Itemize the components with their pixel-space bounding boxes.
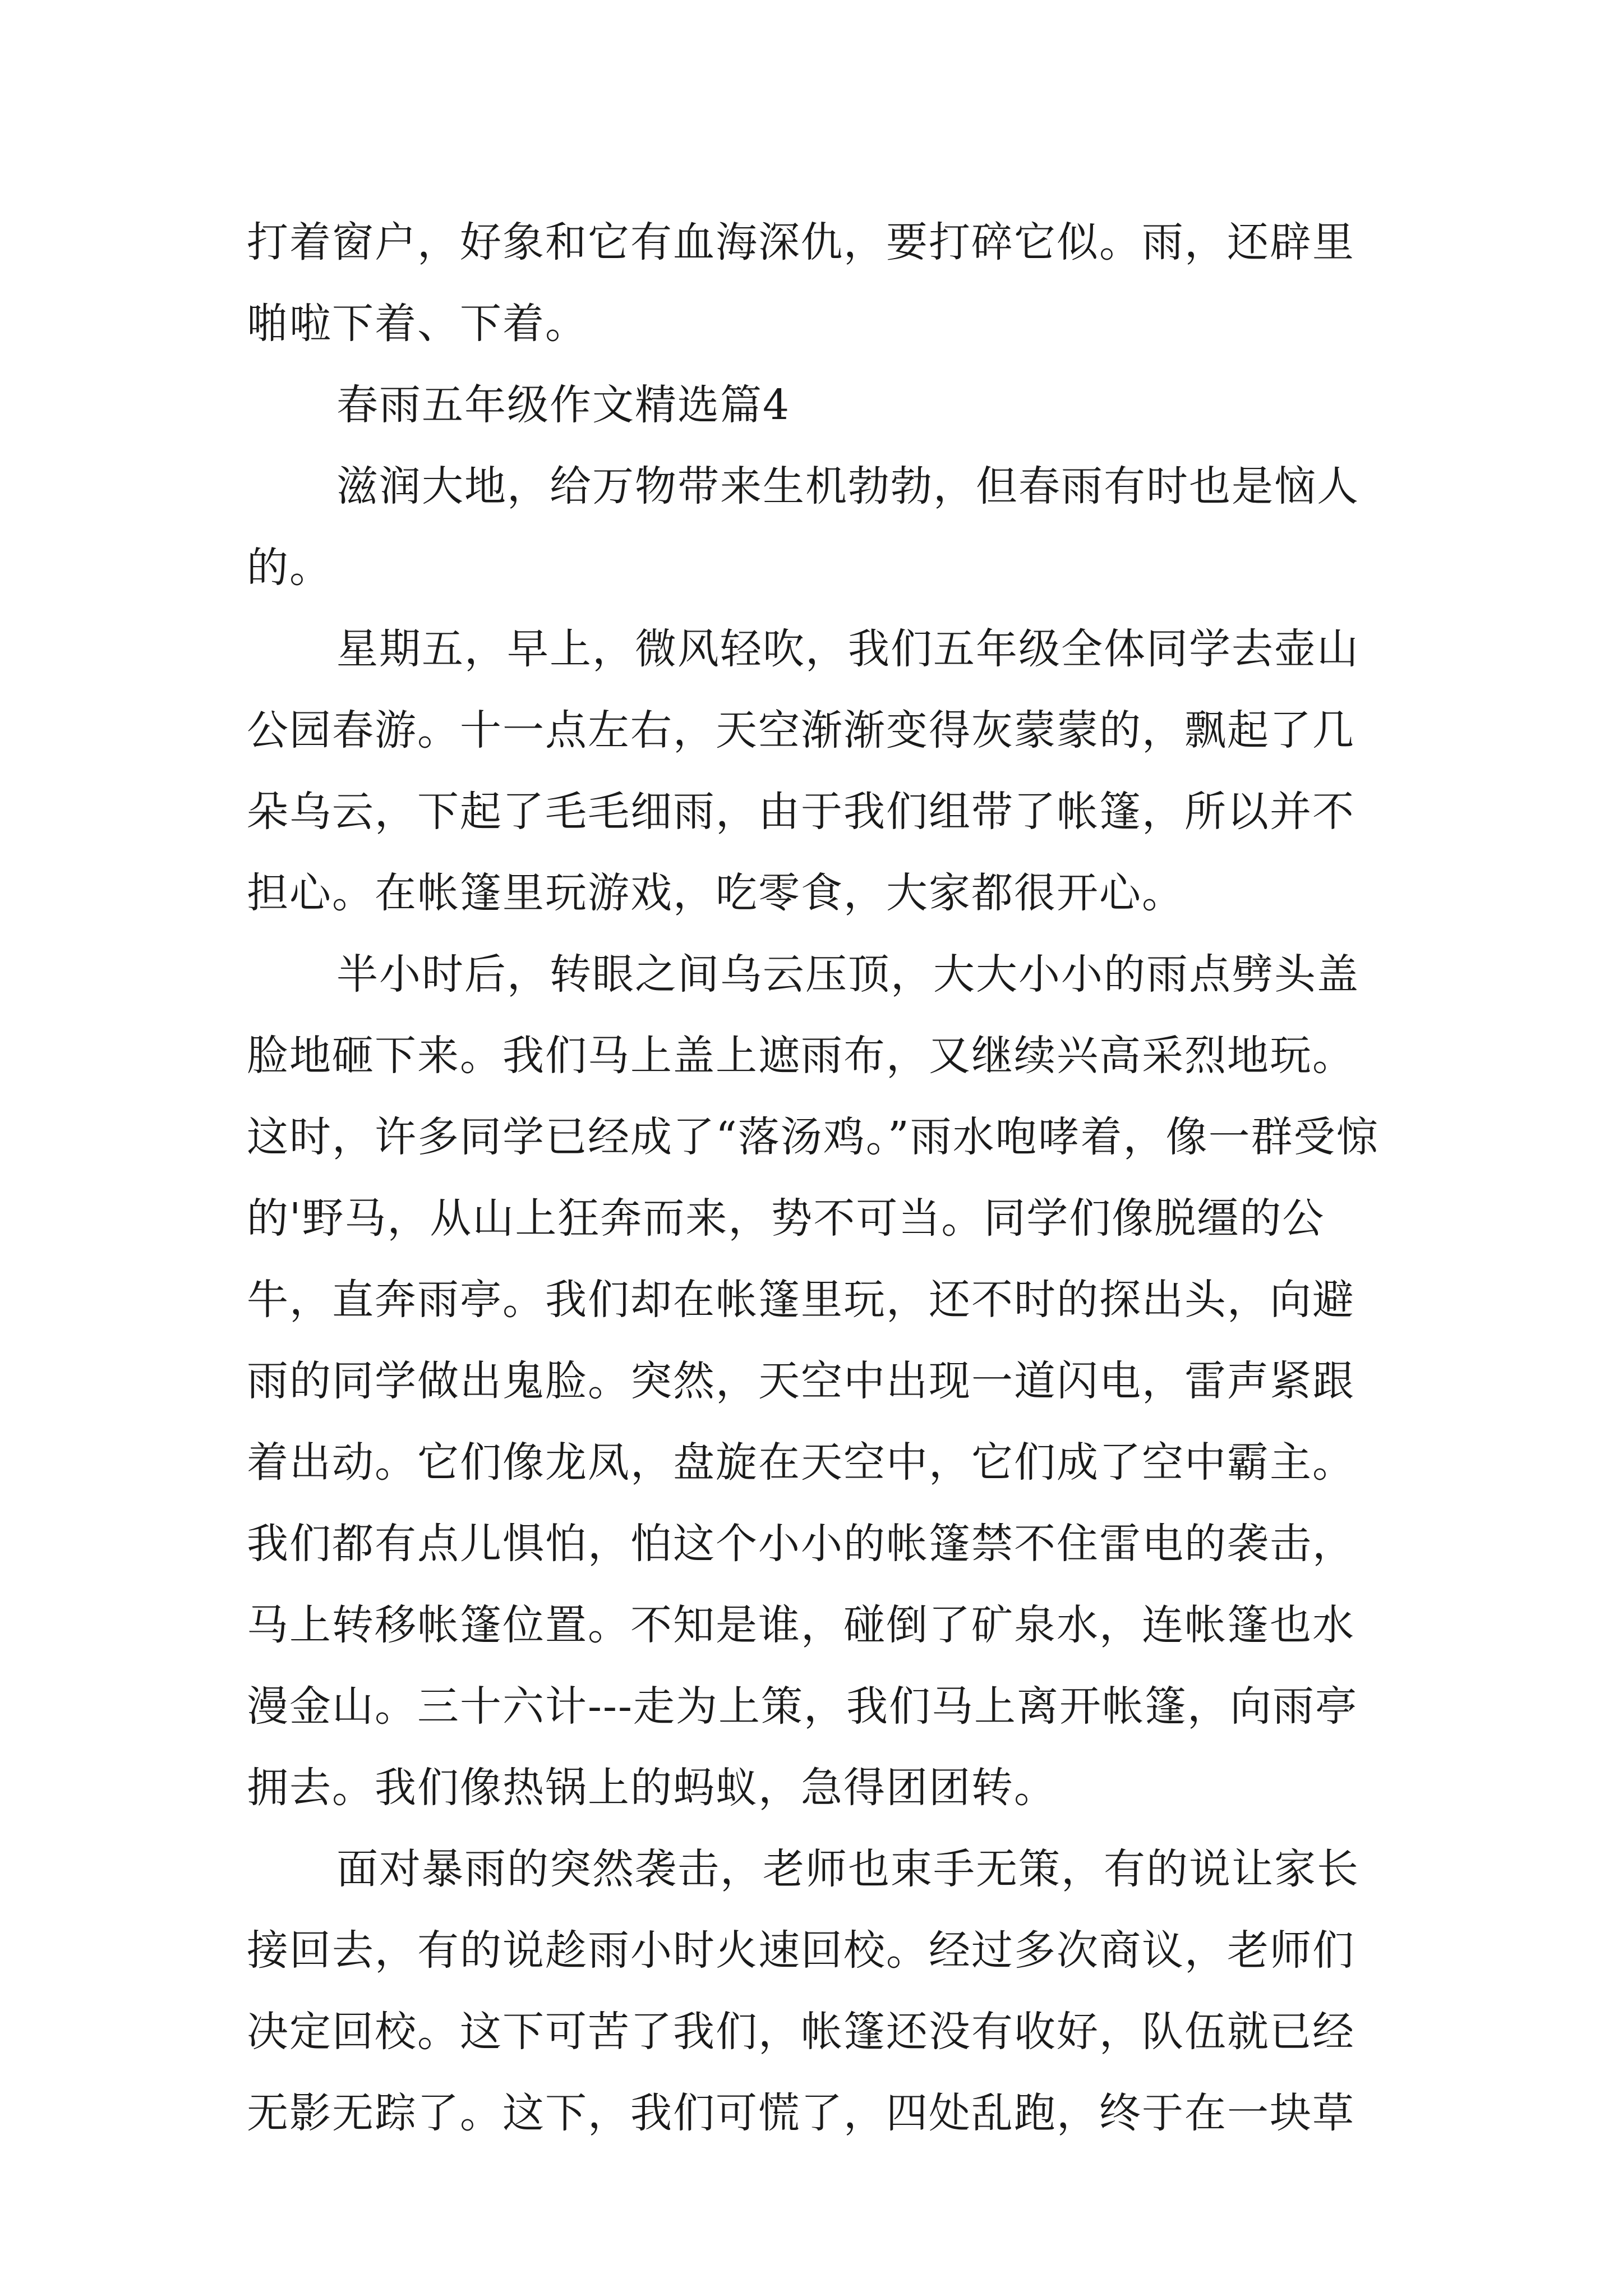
paragraph-1: 打着窗户，好象和它有血海深仇，要打碎它似。雨，还辟里啪啦下着、下着。 [247, 218, 1355, 348]
paragraph-2: 滋润大地，给万物带来生机勃勃，但春雨有时也是恼人的。 [247, 462, 1359, 592]
section-heading: 春雨五年级作文精选篇4 [336, 381, 791, 429]
paragraph-3: 星期五，早上，微风轻吹，我们五年级全体同学去壶山公园春游。十一点左右，天空渐渐变得灰蒙蒙的，飘起了几朵乌云，下起了毛毛细雨，由于我们组带了帐篷，所以并不担心。在帐篷里玩游戏，吃零食，大家都很开心。 [247, 625, 1359, 917]
paragraph-4: 半小时后，转眼之间乌云压顶，大大小小的雨点劈头盖脸地砸下来。我们马上盖上遮雨布，又继续兴高采烈地玩。这时，许多同学已经成了“落汤鸡。”雨水咆哮着，像一群受惊的'野马，从山上狂奔而来，势不可当。同学们像脱缰的公牛，直奔雨亭。我们却在帐篷里玩，还不时的探出头，向避雨的同学做出鬼脸。突然，天空中出现一道闪电，雷声紧跟着出动。它们像龙凤，盘旋在天空中，它们成了空中霸主。我们都有点儿惧怕，怕这个小小的帐篷禁不住雷电的袭击，马上转移帐篷位置。不知是谁，碰倒了矿泉水，连帐篷也水漫金山。三十六计---走为上策，我们马上离开帐篷，向雨亭拥去。我们像热锅上的蚂蚁，急得团团转。 [247, 950, 1379, 1812]
paragraph-5: 面对暴雨的突然袭击，老师也束手无策，有的说让家长接回去，有的说趁雨小时火速回校。经过多次商议，老师们决定回校。这下可苦了我们，帐篷还没有收好，队伍就已经无影无踪了。这下，我们可慌了，四处乱跑，终于在一块草 [247, 1845, 1359, 2137]
body-text [247, 202, 1391, 2154]
